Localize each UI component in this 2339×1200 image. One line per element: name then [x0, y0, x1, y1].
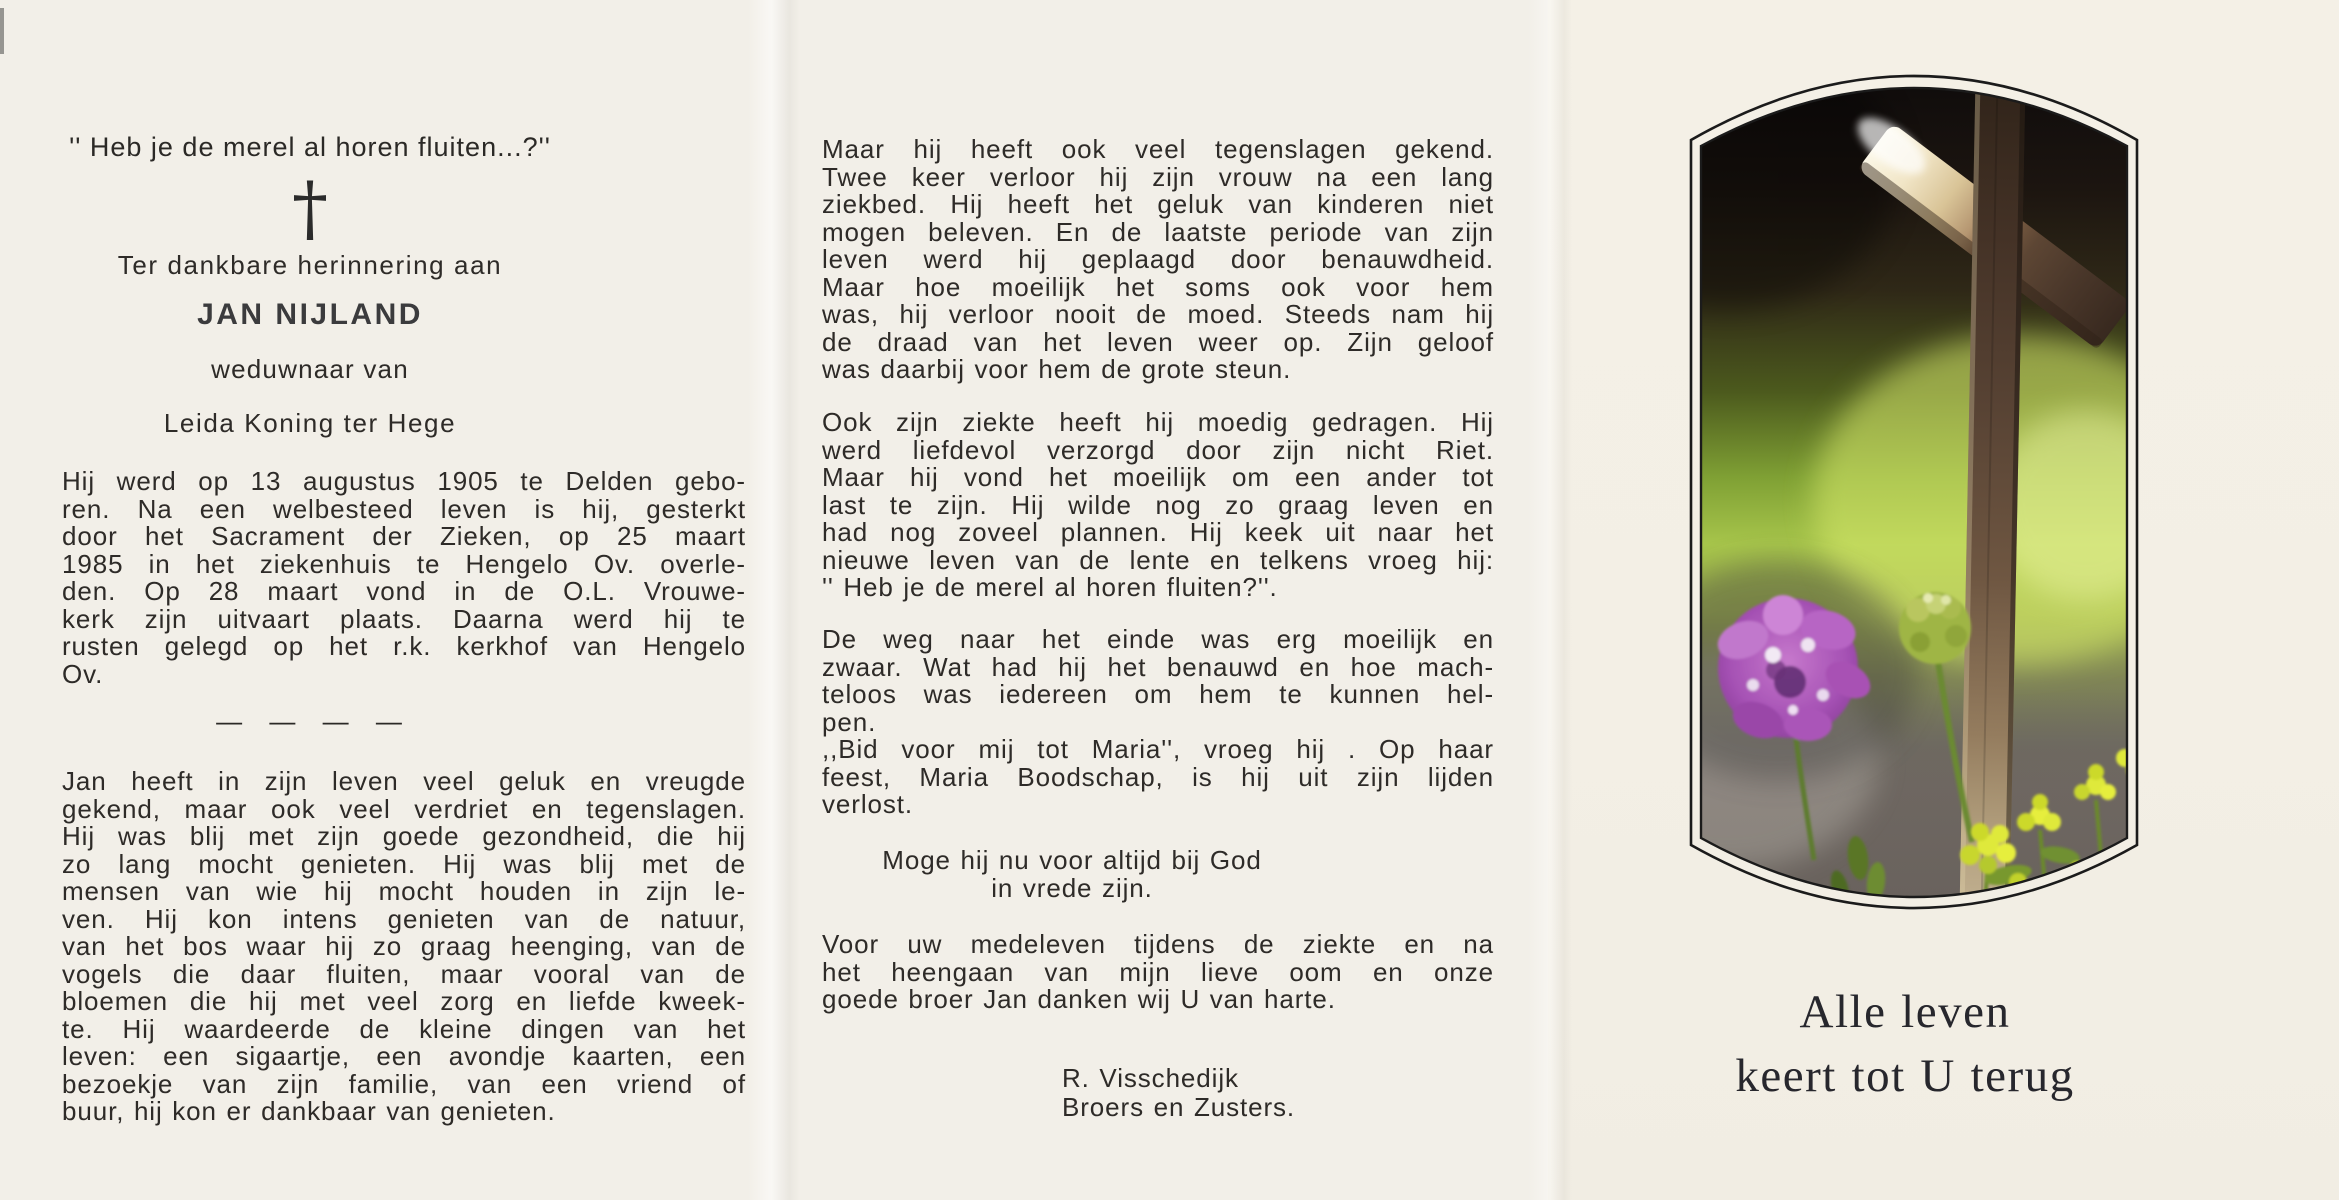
photo-content	[1688, 70, 2140, 918]
memorial-photo-svg	[1688, 70, 2140, 918]
spouse-name: Leida Koning ter Hege	[163, 408, 457, 438]
fold-crease-left	[748, 0, 800, 1200]
photo-caption: Alle leven keert tot U terug	[1735, 986, 2075, 1102]
opening-quote: '' Heb je de merel al horen fluiten...?''	[69, 132, 551, 162]
relation-line: weduwnaar van	[211, 354, 409, 384]
scan-edge-artifact	[0, 8, 4, 54]
thanks-paragraph: Voor uw medeleven tijdens de ziekte en na het heengaan van mijn lieve oom en onze goede broer Jan danken wij U van harte.	[822, 929, 1494, 1014]
signature-block: R. Visschedijk Broers en Zusters.	[1062, 1063, 1296, 1122]
final-days-paragraph: De weg naar het einde was erg moeilijk en zwaar. Wat had hij het benauwd en hoe mach- teloos was iedereen om hem te kunnen hel- pen. ,,Bid voor mij tot Maria'', vroeg hij . Op haar feest, Maria Boodschap, is hij uit zijn lijden verlost.	[822, 624, 1494, 819]
illness-paragraph: Ook zijn ziekte heeft hij moedig gedragen. Hij werd liefdevol verzorgd door zijn nicht Riet. Maar hij vond het moeilijk om een ander tot last te zijn. Hij wilde nog zo graag leven en had nog zoveel plannen. Hij keek uit naar het nieuwe leven van de lente en telkens vroeg hij: '' Heb je de merel al horen fluiten?''.	[822, 407, 1494, 602]
cross-icon: †	[292, 166, 328, 250]
prayer-text: Moge hij nu voor altijd bij God in vrede zijn.	[882, 845, 1262, 903]
memorial-photo	[1688, 70, 2140, 918]
dedication-line: Ter dankbare herinnering aan	[117, 250, 503, 280]
hardship-paragraph: Maar hij heeft ook veel tegenslagen gekend. Twee keer verloor hij zijn vrouw na een lang ziekbed. Hij heeft het geluk van kinderen niet mogen beleven. En de laatste periode van zijn leven werd hij geplaagd door benauwdheid. Maar hoe moeilijk het soms ook voor hem was, hij verloor nooit de moed. Steeds nam hij de draad van het leven weer op. Zijn geloof was daarbij voor hem de grote steun.	[822, 134, 1494, 384]
deceased-name: JAN NIJLAND	[197, 298, 423, 331]
life-paragraph: Jan heeft in zijn leven veel geluk en vreugde gekend, maar ook veel verdriet en tegenslagen. Hij was blij met zijn goede gezondheid, die hij zo lang mocht genieten. Hij was blij met de mensen van wie hij mocht houden in zijn le- ven. Hij kon intens genieten van de natuur, van het bos waar hij zo graag heenging, van de vogels die daar fluiten, maar vooral van de bloemen die hij met veel zorg en liefde kweek- te. Hij waardeerde de kleine dingen van het leven: een sigaartje, een avondje kaarten, een bezoekje van zijn familie, van een vriend of buur, hij kon er dankbaar van genieten.	[62, 766, 746, 1126]
dashes-separator: — — — —	[216, 706, 404, 736]
biography-paragraph: Hij werd op 13 augustus 1905 te Delden gebo- ren. Na een welbesteed leven is hij, gesterkt door het Sacrament der Zieken, op 25 maart 1985 in het ziekenhuis te Hengelo Ov. overle- den. Op 28 maart vond in de O.L. Vrouwe- kerk zijn uitvaart plaats. Daarna werd hij te rusten gelegd op het r.k. kerkhof van Hengelo Ov.	[62, 466, 746, 689]
